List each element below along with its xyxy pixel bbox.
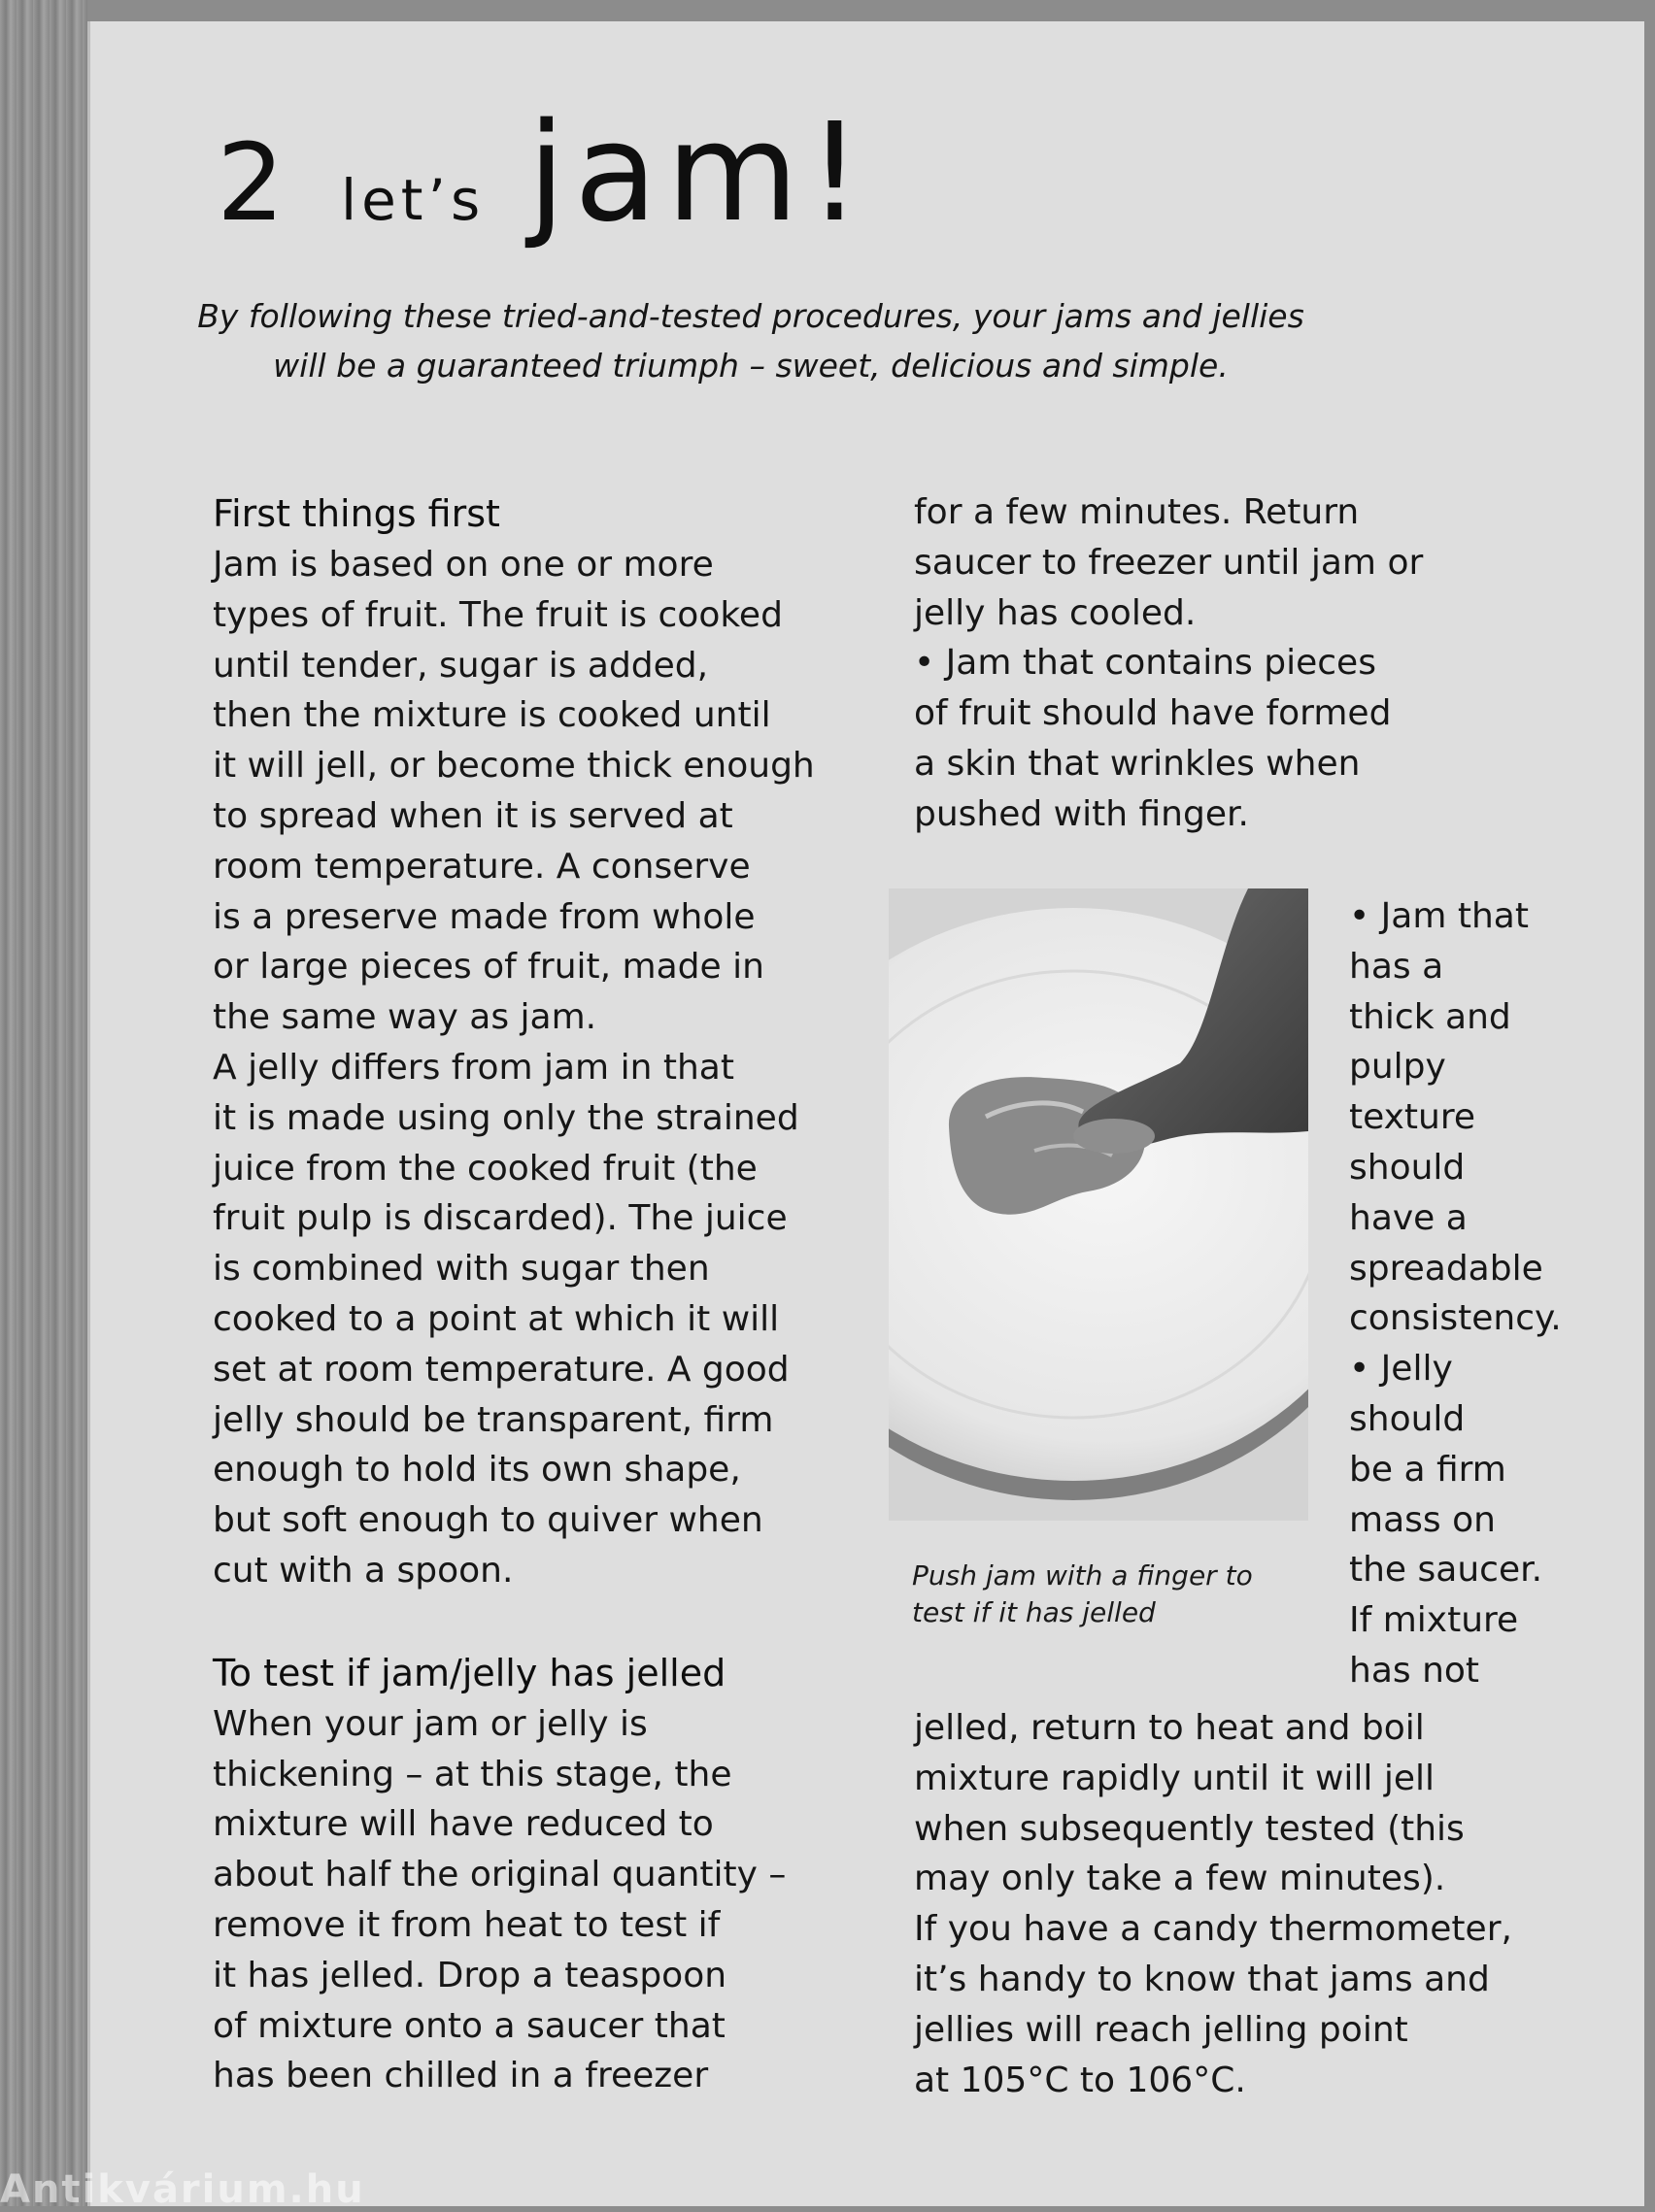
right-column-top bbox=[914, 487, 1613, 840]
text-line: consistency. bbox=[1349, 1298, 1562, 1339]
fingertip-icon bbox=[1073, 1119, 1155, 1154]
text-line: cooked to a point at which it will bbox=[213, 1298, 780, 1339]
text-line: texture bbox=[1349, 1097, 1476, 1138]
text-line: the saucer. bbox=[1349, 1550, 1543, 1591]
text-line: it is made using only the strained bbox=[213, 1097, 799, 1138]
text-line: fruit pulp is discarded). The juice bbox=[213, 1198, 788, 1239]
caption-line: Push jam with a finger to bbox=[912, 1559, 1253, 1592]
jam-test-photo bbox=[889, 888, 1308, 1521]
text-line: a skin that wrinkles when bbox=[914, 743, 1361, 784]
text-line: it will jell, or become thick enough bbox=[213, 746, 815, 787]
text-line: thick and bbox=[1349, 996, 1511, 1037]
section-gap bbox=[213, 1596, 951, 1647]
text-line: remove it from heat to test if bbox=[213, 1904, 721, 1945]
text-line: of mixture onto a saucer that bbox=[213, 2005, 726, 2046]
text-line: has not bbox=[1349, 1650, 1480, 1691]
text-line: when subsequently tested (this bbox=[914, 1808, 1465, 1849]
text-line: has a bbox=[1349, 946, 1444, 987]
text-line: should bbox=[1349, 1147, 1466, 1188]
text-line: then the mixture is cooked until bbox=[213, 695, 771, 736]
text-line: to spread when it is served at bbox=[213, 795, 733, 836]
text-line: thickening – at this stage, the bbox=[213, 1754, 732, 1794]
text-line: has been chilled in a freezer bbox=[213, 2056, 709, 2096]
text-line: may only take a few minutes). bbox=[914, 1859, 1446, 1899]
text-line: mass on bbox=[1349, 1499, 1496, 1540]
text-line: spreadable bbox=[1349, 1248, 1543, 1289]
title-lets: let’s bbox=[341, 167, 486, 233]
text-line: enough to hold its own shape, bbox=[213, 1450, 741, 1491]
text-line: juice from the cooked fruit (the bbox=[213, 1148, 758, 1189]
text-line: set at room temperature. A good bbox=[213, 1349, 790, 1390]
text-line: mixture rapidly until it will jell bbox=[914, 1758, 1435, 1798]
text-line: Jam is based on one or more bbox=[213, 545, 714, 585]
text-line: it has jelled. Drop a teaspoon bbox=[213, 1955, 727, 1995]
text-line: have a bbox=[1349, 1197, 1468, 1238]
page-title bbox=[217, 94, 870, 252]
text-line: mixture will have reduced to bbox=[213, 1804, 714, 1845]
left-column bbox=[213, 487, 951, 2101]
text-line: When your jam or jelly is bbox=[213, 1703, 648, 1744]
text-line: be a firm bbox=[1349, 1449, 1506, 1490]
text-line: but soft enough to quiver when bbox=[213, 1500, 763, 1541]
text-line: types of fruit. The fruit is cooked bbox=[213, 594, 783, 635]
text-line: If you have a candy thermometer, bbox=[914, 1909, 1512, 1950]
text-line: is a preserve made from whole bbox=[213, 896, 756, 937]
text-line: it’s handy to know that jams and bbox=[914, 1959, 1490, 1999]
text-line: If mixture bbox=[1349, 1600, 1519, 1641]
text-line: cut with a spoon. bbox=[213, 1550, 514, 1591]
chapter-number: 2 bbox=[217, 120, 285, 245]
section-heading-first-things: First things first bbox=[213, 492, 500, 535]
text-line: jelled, return to heat and boil bbox=[914, 1708, 1425, 1748]
caption-line: test if it has jelled bbox=[912, 1596, 1156, 1628]
text-line: saucer to freezer until jam or bbox=[914, 542, 1424, 583]
text-line: of fruit should have formed bbox=[914, 693, 1392, 734]
text-line: should bbox=[1349, 1398, 1466, 1439]
plate-finger-illustration bbox=[889, 888, 1308, 1521]
background-surface bbox=[0, 0, 87, 2206]
text-line: is combined with sugar then bbox=[213, 1249, 710, 1290]
text-line: or large pieces of fruit, made in bbox=[213, 947, 764, 988]
text-line: • Jelly bbox=[1349, 1349, 1453, 1390]
text-line: at 105°C to 106°C. bbox=[914, 2060, 1246, 2100]
text-line: jellies will reach jelling point bbox=[914, 2009, 1408, 2050]
text-line: A jelly differs from jam in that bbox=[213, 1047, 734, 1088]
right-narrow-column bbox=[1349, 891, 1602, 1696]
text-line: room temperature. A conserve bbox=[213, 846, 751, 887]
text-line: jelly has cooled. bbox=[914, 592, 1197, 633]
subtitle-line: By following these tried-and-tested procedures, your jams and jellies bbox=[197, 297, 1304, 335]
text-line: the same way as jam. bbox=[213, 997, 597, 1038]
book-page bbox=[87, 21, 1644, 2206]
section-heading-jelled-test: To test if jam/jelly has jelled bbox=[213, 1651, 726, 1694]
title-jam: jam! bbox=[527, 94, 871, 252]
watermark-text: Antikvárium.hu bbox=[0, 2167, 365, 2212]
text-line: pulpy bbox=[1349, 1047, 1446, 1088]
text-line: • Jam that bbox=[1349, 896, 1529, 936]
intro-subtitle bbox=[187, 291, 1314, 390]
right-column-bottom bbox=[914, 1703, 1613, 2105]
text-line: about half the original quantity – bbox=[213, 1855, 787, 1895]
text-line: until tender, sugar is added, bbox=[213, 645, 709, 686]
subtitle-line: will be a guaranteed triumph – sweet, delicious and simple. bbox=[273, 347, 1229, 385]
text-line: • Jam that contains pieces bbox=[914, 643, 1376, 684]
photo-caption bbox=[912, 1558, 1320, 1631]
text-line: jelly should be transparent, firm bbox=[213, 1399, 774, 1440]
text-line: pushed with finger. bbox=[914, 793, 1249, 834]
text-line: for a few minutes. Return bbox=[914, 492, 1360, 532]
